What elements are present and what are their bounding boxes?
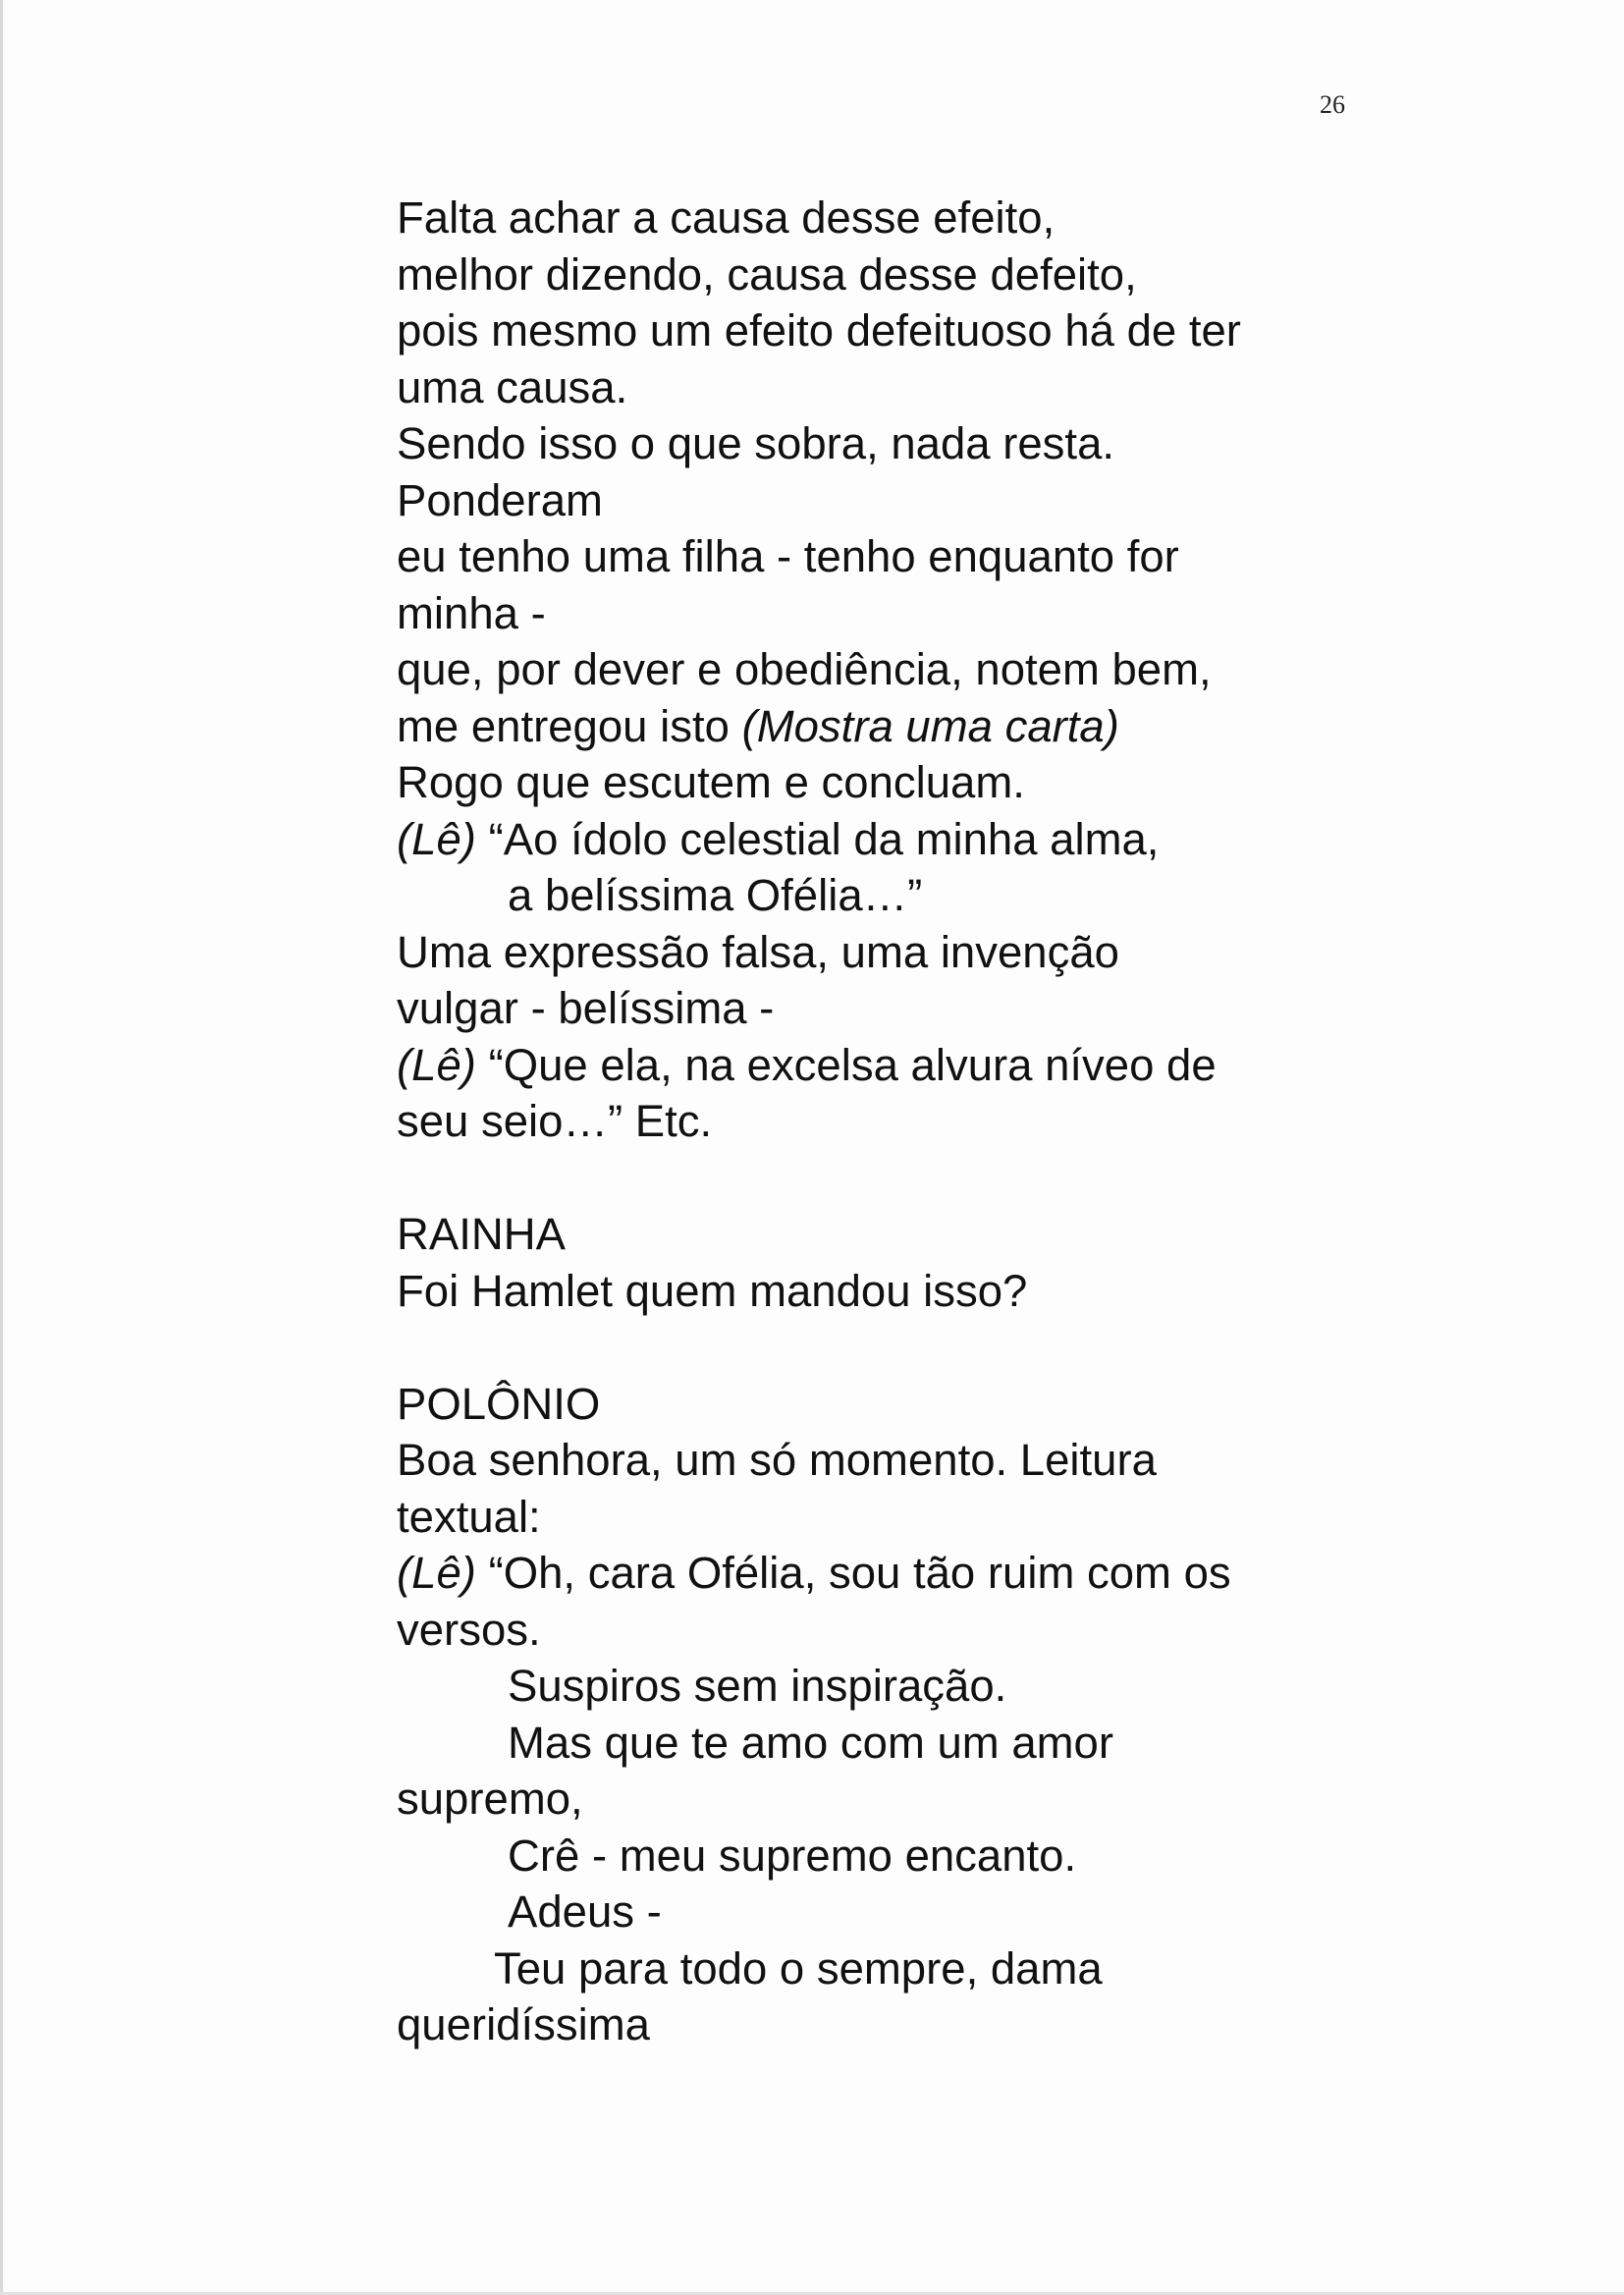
text-line: Boa senhora, um só momento. Leitura [397,1435,1157,1485]
verse-line: Mas que te amo com um amor [508,1717,1114,1768]
verse-line: Adeus - [508,1886,662,1937]
text-line: seu seio…” Etc. [397,1096,713,1146]
text-line: supremo, [397,1774,583,1824]
text-line [397,1037,1339,1094]
blank-line [397,1319,1339,1376]
play-text [397,190,1339,2053]
text-line: Sendo isso o que sobra, nada resta. [397,418,1115,468]
text-line: Rogo que escutem e concluam. [397,757,1025,807]
text-line: Falta achar a causa desse efeito, [397,192,1056,243]
stage-direction: (Lê) [397,1039,476,1090]
text-line: Ponderam [397,474,603,525]
blank-line [397,1150,1339,1207]
verse-line: Crê - meu supremo encanto. [508,1830,1077,1881]
page-number: 26 [1320,90,1345,119]
stage-direction: (Mostra uma carta) [741,700,1119,751]
stage-direction: (Lê) [397,813,476,864]
text-line: que, por dever e obediência, notem bem, [397,644,1212,694]
text-line: Foi Hamlet quem mandou isso? [397,1265,1028,1316]
text-line [397,698,1339,755]
text-segment: “Ao ídolo celestial da minha alma, [475,813,1160,864]
speaker-name: RAINHA [397,1209,566,1259]
text-line: textual: [397,1491,541,1542]
text-segment: “Oh, cara Ofélia, sou tão ruim com os [475,1548,1231,1598]
page-edge-left [0,0,3,2295]
verse-line: Suspiros sem inspiração. [508,1661,1007,1711]
text-segment: “Que ela, na excelsa alvura níveo de [475,1039,1217,1090]
text-line: Uma expressão falsa, uma invenção [397,926,1119,977]
text-line [397,1545,1339,1602]
text-line: melhor dizendo, causa desse defeito, [397,248,1137,300]
speaker-name: POLÔNIO [397,1378,601,1429]
stage-direction: (Lê) [397,1548,476,1598]
text-segment: me entregou isto [397,700,742,751]
text-line: vulgar - belíssima - [397,983,775,1033]
text-line: versos. [397,1604,541,1655]
text-line [397,811,1339,868]
text-line: eu tenho uma filha - tenho enquanto for [397,531,1179,581]
verse-line: Teu para todo o sempre, dama [494,1942,1103,1994]
verse-line: a belíssima Ofélia…” [508,870,923,920]
text-line: uma causa. [397,361,628,412]
text-line: minha - [397,587,546,638]
text-line: pois mesmo um efeito defeituoso há de ter [397,305,1241,355]
text-line: queridíssima [397,1999,650,2049]
